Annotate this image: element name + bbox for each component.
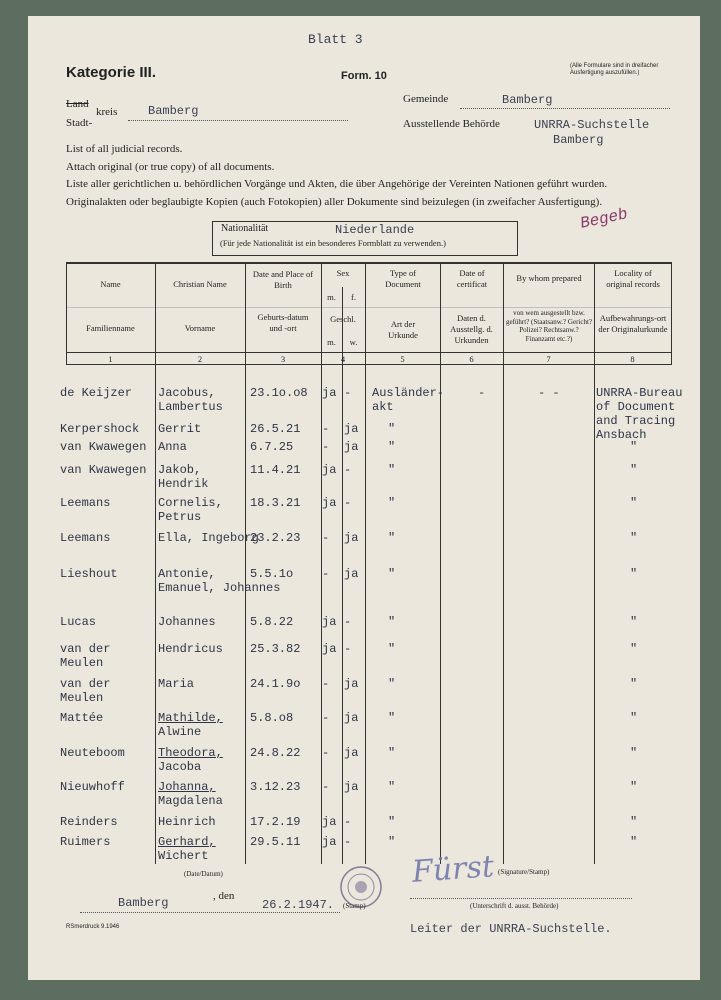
- cell-name: van Kwawegen: [60, 440, 147, 454]
- cell-first: Jakob,: [158, 463, 202, 477]
- cell-doc: ": [388, 677, 396, 691]
- place-value: Bamberg: [118, 896, 169, 910]
- cell-name: van Kwawegen: [60, 463, 147, 477]
- cell-loc: ": [630, 615, 638, 629]
- cell-first: Johannes: [158, 615, 216, 629]
- cell-m: -: [322, 746, 330, 760]
- cell-doc: ": [388, 422, 396, 436]
- cell-f: -: [344, 615, 352, 629]
- cell-name: de Keijzer: [60, 386, 133, 400]
- col-header-birth: Date and Place of Birth: [252, 269, 314, 290]
- col-header-name: Name: [100, 279, 121, 289]
- cell-by: - -: [538, 386, 560, 400]
- cell-first: Alwine: [158, 725, 202, 739]
- instruction-line: Originalakten oder beglaubigte Kopien (auch Fotokopien) aller Dokumente sind beizulegen (in zweifacher Ausfertigung).: [66, 195, 603, 208]
- cell-doc: ": [388, 463, 396, 477]
- cell-doc: ": [388, 615, 396, 629]
- instruction-line: Liste aller gerichtlichen u. behördlichen Vorgänge und Akten, die über Angehörige der Vereinten Nationen geführt wurden.: [66, 178, 608, 190]
- cell-name: Nieuwhoff: [60, 780, 125, 794]
- kreis-dotted-line: [128, 120, 348, 121]
- cell-name: Kerpershock: [60, 422, 140, 436]
- nationality-note: (Für jede Nationalität ist ein besonderes Formblatt zu verwenden.): [220, 238, 446, 248]
- cell-f: ja: [344, 746, 359, 760]
- col-header-name-de: Familienname: [86, 323, 135, 333]
- signature-label-de: (Unterschrift d. ausst. Behörde): [470, 902, 559, 910]
- col-number: 6: [469, 354, 474, 364]
- cell-m: -: [322, 677, 330, 691]
- cell-first: Wichert: [158, 849, 209, 863]
- col-header-sex-f: f.: [351, 292, 356, 302]
- cell-loc: of Document: [596, 400, 676, 414]
- cell-m: -: [322, 567, 330, 581]
- stamp-label: (Stamp): [343, 902, 366, 910]
- gemeinde-dotted-line: [460, 108, 670, 109]
- cell-m: ja: [322, 815, 337, 829]
- cell-first: Jacoba: [158, 760, 202, 774]
- cell-first: Antonie,: [158, 567, 216, 581]
- col-header-von-wem: von wem ausgestellt bzw. geführt? (Staatsanw.? Gericht? Polizei? Rechtsanw.? Finanzamt etc.?): [505, 309, 593, 343]
- cell-first: Lambertus: [158, 400, 223, 414]
- behoerde-value-2: Bamberg: [553, 133, 604, 147]
- cell-loc: Ansbach: [596, 428, 647, 442]
- cell-m: ja: [322, 496, 337, 510]
- column-divider: [155, 262, 156, 864]
- cell-birth: 23.1o.o8: [250, 386, 308, 400]
- cell-m: ja: [322, 615, 337, 629]
- cell-first: Emanuel, Johannes: [158, 581, 281, 595]
- den-label: , den: [213, 890, 235, 902]
- cell-doc: ": [388, 440, 396, 454]
- cell-f: -: [344, 463, 352, 477]
- col-number: 4: [340, 354, 346, 364]
- column-divider: [440, 262, 441, 864]
- cell-birth: 5.8.22: [250, 615, 294, 629]
- col-header-sex: Sex: [336, 268, 350, 278]
- cell-doc: ": [388, 531, 396, 545]
- cell-loc: ": [630, 642, 638, 656]
- col-number: 8: [630, 354, 635, 364]
- col-header-by-whom: By whom prepared: [516, 273, 582, 283]
- column-divider: [245, 262, 246, 864]
- cell-first: Heinrich: [158, 815, 216, 829]
- date-dotted-line: [80, 912, 340, 913]
- cell-birth: 23.2.23: [250, 531, 301, 545]
- cell-name: Leemans: [60, 496, 111, 510]
- cell-doc: ": [388, 780, 396, 794]
- cell-f: ja: [344, 677, 359, 691]
- col-number: 3: [280, 354, 286, 364]
- cell-m: ja: [322, 642, 337, 656]
- cell-first: Johanna,: [158, 780, 216, 794]
- cell-first: Jacobus,: [158, 386, 216, 400]
- date-label: (Date/Datum): [184, 870, 223, 878]
- cell-loc: and Tracing: [596, 414, 676, 428]
- column-divider: [321, 262, 322, 864]
- column-divider: [594, 262, 595, 864]
- cell-name: van der: [60, 642, 111, 656]
- cell-doc: ": [388, 642, 396, 656]
- cell-first: Magdalena: [158, 794, 223, 808]
- cell-name: Meulen: [60, 656, 104, 670]
- cell-doc: ": [388, 746, 396, 760]
- cell-f: -: [344, 835, 352, 849]
- col-header-vorname: Vorname: [184, 323, 216, 333]
- cell-birth: 5.8.o8: [250, 711, 294, 725]
- cell-first: Mathilde,: [158, 711, 223, 725]
- date-value: 26.2.1947.: [262, 898, 335, 912]
- cell-doc: ": [388, 567, 396, 581]
- kategorie-label: Kategorie III.: [66, 64, 157, 81]
- col-header-daten: Daten d. Ausstellg. d. Urkunden: [450, 313, 493, 345]
- cell-loc: ": [630, 677, 638, 691]
- nationality-value: Niederlande: [335, 223, 415, 237]
- col-header-cert-date: Date of certificat: [456, 268, 488, 289]
- cell-first: Hendricus: [158, 642, 223, 656]
- cell-first: Ella, Ingeborg: [158, 531, 259, 545]
- cell-m: -: [322, 780, 330, 794]
- cell-f: ja: [344, 531, 359, 545]
- nationality-label: Nationalität: [221, 223, 269, 234]
- cell-doc: ": [388, 815, 396, 829]
- col-header-sex-m: m.: [327, 292, 336, 302]
- cell-doc: ": [388, 835, 396, 849]
- cell-name: Leemans: [60, 531, 111, 545]
- corner-note: (Alle Formulare sind in dreifacher Ausfertigung auszufüllen.): [570, 63, 659, 76]
- behoerde-value-1: UNRRA-Suchstelle: [534, 118, 650, 132]
- col-header-aufbewahrung: Aufbewahrungs-ort der Originalurkunde: [598, 313, 668, 334]
- signature-scrawl: Fürst: [410, 849, 496, 890]
- cell-first: Hendrik: [158, 477, 209, 491]
- cell-name: Neuteboom: [60, 746, 125, 760]
- column-divider-sex: [342, 287, 343, 864]
- behoerde-label: Ausstellende Behörde: [403, 118, 500, 130]
- cell-m: ja: [322, 386, 337, 400]
- cell-f: -: [344, 642, 352, 656]
- col-header-locality: Locality of original records: [606, 268, 660, 289]
- cell-name: Lieshout: [60, 567, 118, 581]
- cell-name: Mattée: [60, 711, 104, 725]
- cell-loc: ": [630, 463, 638, 477]
- handwritten-note: Begeb: [578, 205, 630, 233]
- cell-m: -: [322, 711, 330, 725]
- cell-doc: ": [388, 711, 396, 725]
- cell-first: Maria: [158, 677, 195, 691]
- cell-birth: 24.1.9o: [250, 677, 301, 691]
- table-border-left: [66, 262, 67, 364]
- cell-first: Gerrit: [158, 422, 202, 436]
- cell-first: Cornelis,: [158, 496, 223, 510]
- col-header-sex-m-de: m.: [327, 337, 336, 347]
- cell-birth: 25.3.82: [250, 642, 301, 656]
- land-label: Land: [66, 98, 89, 110]
- cell-birth: 29.5.11: [250, 835, 301, 849]
- cell-loc: ": [630, 567, 638, 581]
- cell-birth: 6.7.25: [250, 440, 294, 454]
- col-header-doc-type: Type of Document: [385, 268, 421, 289]
- cell-loc: ": [630, 711, 638, 725]
- sheet-number: Blatt 3: [308, 32, 363, 47]
- cell-loc: ": [630, 815, 638, 829]
- cell-first: Theodora,: [158, 746, 223, 760]
- table-header-divider: [66, 307, 672, 308]
- cell-doc: akt: [372, 400, 394, 414]
- table-border-right: [671, 262, 672, 364]
- cell-birth: 26.5.21: [250, 422, 301, 436]
- cell-birth: 18.3.21: [250, 496, 301, 510]
- cell-f: ja: [344, 780, 359, 794]
- col-header-art: Art der Urkunde: [388, 319, 418, 340]
- cell-name: van der: [60, 677, 111, 691]
- cell-f: ja: [344, 567, 359, 581]
- col-number: 7: [546, 354, 551, 364]
- signature-dotted-line: [410, 898, 632, 899]
- table-header-bottom: [66, 352, 672, 353]
- col-header-geburt: Geburts-datum und -ort: [257, 312, 309, 333]
- cell-name: Meulen: [60, 691, 104, 705]
- cell-doc: ": [388, 496, 396, 510]
- col-number: 1: [108, 354, 113, 364]
- col-header-christian-name: Christian Name: [173, 279, 227, 289]
- cell-f: -: [344, 496, 352, 510]
- column-divider: [365, 262, 366, 864]
- cell-f: ja: [344, 422, 359, 436]
- cell-date: -: [478, 386, 486, 400]
- col-number: 2: [197, 354, 203, 364]
- cell-loc: ": [630, 835, 638, 849]
- cell-f: -: [344, 815, 352, 829]
- cell-m: -: [322, 422, 330, 436]
- col-number: 5: [400, 354, 405, 364]
- column-divider: [503, 262, 504, 864]
- signatory-title: Leiter der UNRRA-Suchstelle.: [410, 922, 612, 936]
- instructions: [66, 141, 607, 211]
- cell-loc: UNRRA-Bureau: [596, 386, 683, 400]
- gemeinde-value: Bamberg: [502, 93, 553, 107]
- instruction-line: Attach original (or true copy) of all documents.: [66, 160, 275, 173]
- cell-birth: 3.12.23: [250, 780, 301, 794]
- instruction-line: List of all judicial records.: [66, 143, 183, 155]
- cell-loc: ": [630, 746, 638, 760]
- cell-first: Petrus: [158, 510, 202, 524]
- cell-first: Gerhard,: [158, 835, 216, 849]
- printer-mark: RSmerdruck 9.1946: [66, 924, 120, 930]
- stadt-label: Stadt-: [66, 117, 93, 129]
- form-number: Form. 10: [341, 70, 387, 82]
- cell-doc: Ausländer-: [372, 386, 445, 400]
- cell-m: ja: [322, 463, 337, 477]
- col-header-sex-w-de: w.: [349, 337, 358, 347]
- gemeinde-label: Gemeinde: [403, 93, 449, 105]
- cell-m: -: [322, 531, 330, 545]
- cell-first: Anna: [158, 440, 187, 454]
- cell-birth: 5.5.1o: [250, 567, 294, 581]
- signature-label: (Signature/Stamp): [498, 868, 550, 876]
- cell-f: ja: [344, 440, 359, 454]
- kreis-value: Bamberg: [148, 104, 199, 118]
- cell-loc: ": [630, 531, 638, 545]
- cell-name: Lucas: [60, 615, 97, 629]
- cell-birth: 17.2.19: [250, 815, 301, 829]
- cell-f: -: [344, 386, 352, 400]
- cell-name: Reinders: [60, 815, 118, 829]
- cell-m: ja: [322, 835, 337, 849]
- col-header-geschl: Geschl.: [330, 314, 356, 324]
- cell-loc: ": [630, 440, 638, 454]
- cell-f: ja: [344, 711, 359, 725]
- cell-name: Ruimers: [60, 835, 111, 849]
- table-top-border: [66, 262, 672, 264]
- cell-m: -: [322, 440, 330, 454]
- cell-loc: ": [630, 780, 638, 794]
- cell-loc: ": [630, 496, 638, 510]
- kreis-label: kreis: [96, 106, 118, 118]
- cell-birth: 24.8.22: [250, 746, 301, 760]
- cell-birth: 11.4.21: [250, 463, 301, 477]
